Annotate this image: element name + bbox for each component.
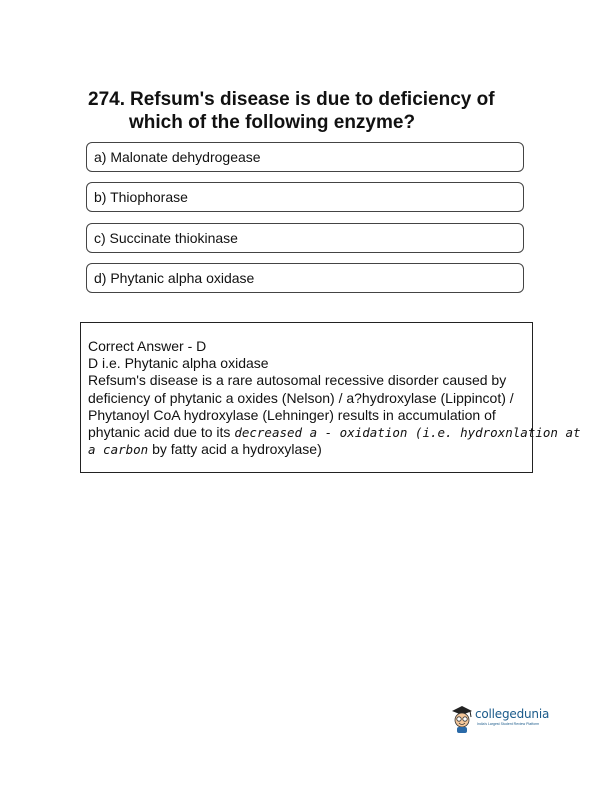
explanation-line-1: Refsum's disease is a rare autosomal recessive disorder caused by [88,372,507,389]
explanation-line-3: Phytanoyl CoA hydroxylase (Lehninger) results in accumulation of [88,406,496,423]
question-text [88,88,538,134]
explanation-line-2: deficiency of phytanic a oxides (Nelson) / a?hydroxylase (Lippincot) / [88,389,514,406]
answer-explanation-box [80,322,581,473]
explanation-line-5-italic: a carbon [88,442,149,458]
logo-tagline: India's Largest Student Review Platform [477,722,540,726]
mascot-icon [450,704,474,734]
explanation-line-5-plain: by fatty acid a hydroxylase) [148,441,322,458]
option-b[interactable]: b) Thiophorase [86,182,524,212]
question-number: 274. [88,89,125,110]
option-c[interactable]: c) Succinate thiokinase [86,223,524,253]
option-d[interactable]: d) Phytanic alpha oxidase [86,263,524,293]
answer-short: D i.e. Phytanic alpha oxidase [88,355,269,372]
logo-name: collegedunia [475,707,550,721]
correct-answer: Correct Answer - D [88,338,207,354]
explanation-line-5 [88,441,526,458]
explanation-line-4-italic: decreased a - oxidation (i.e. hydroxnlation at [234,425,581,441]
explanation-line-4 [88,424,581,441]
question-line-2: which of the following enzyme? [129,112,416,133]
collegedunia-logo [450,702,550,738]
option-a[interactable]: a) Malonate dehydrogease [86,142,524,172]
explanation-line-4-plain: phytanic acid due to its [88,424,235,441]
question-line-1 [88,88,538,111]
question-line-1-text: Refsum's disease is due to deficiency of [129,89,495,110]
